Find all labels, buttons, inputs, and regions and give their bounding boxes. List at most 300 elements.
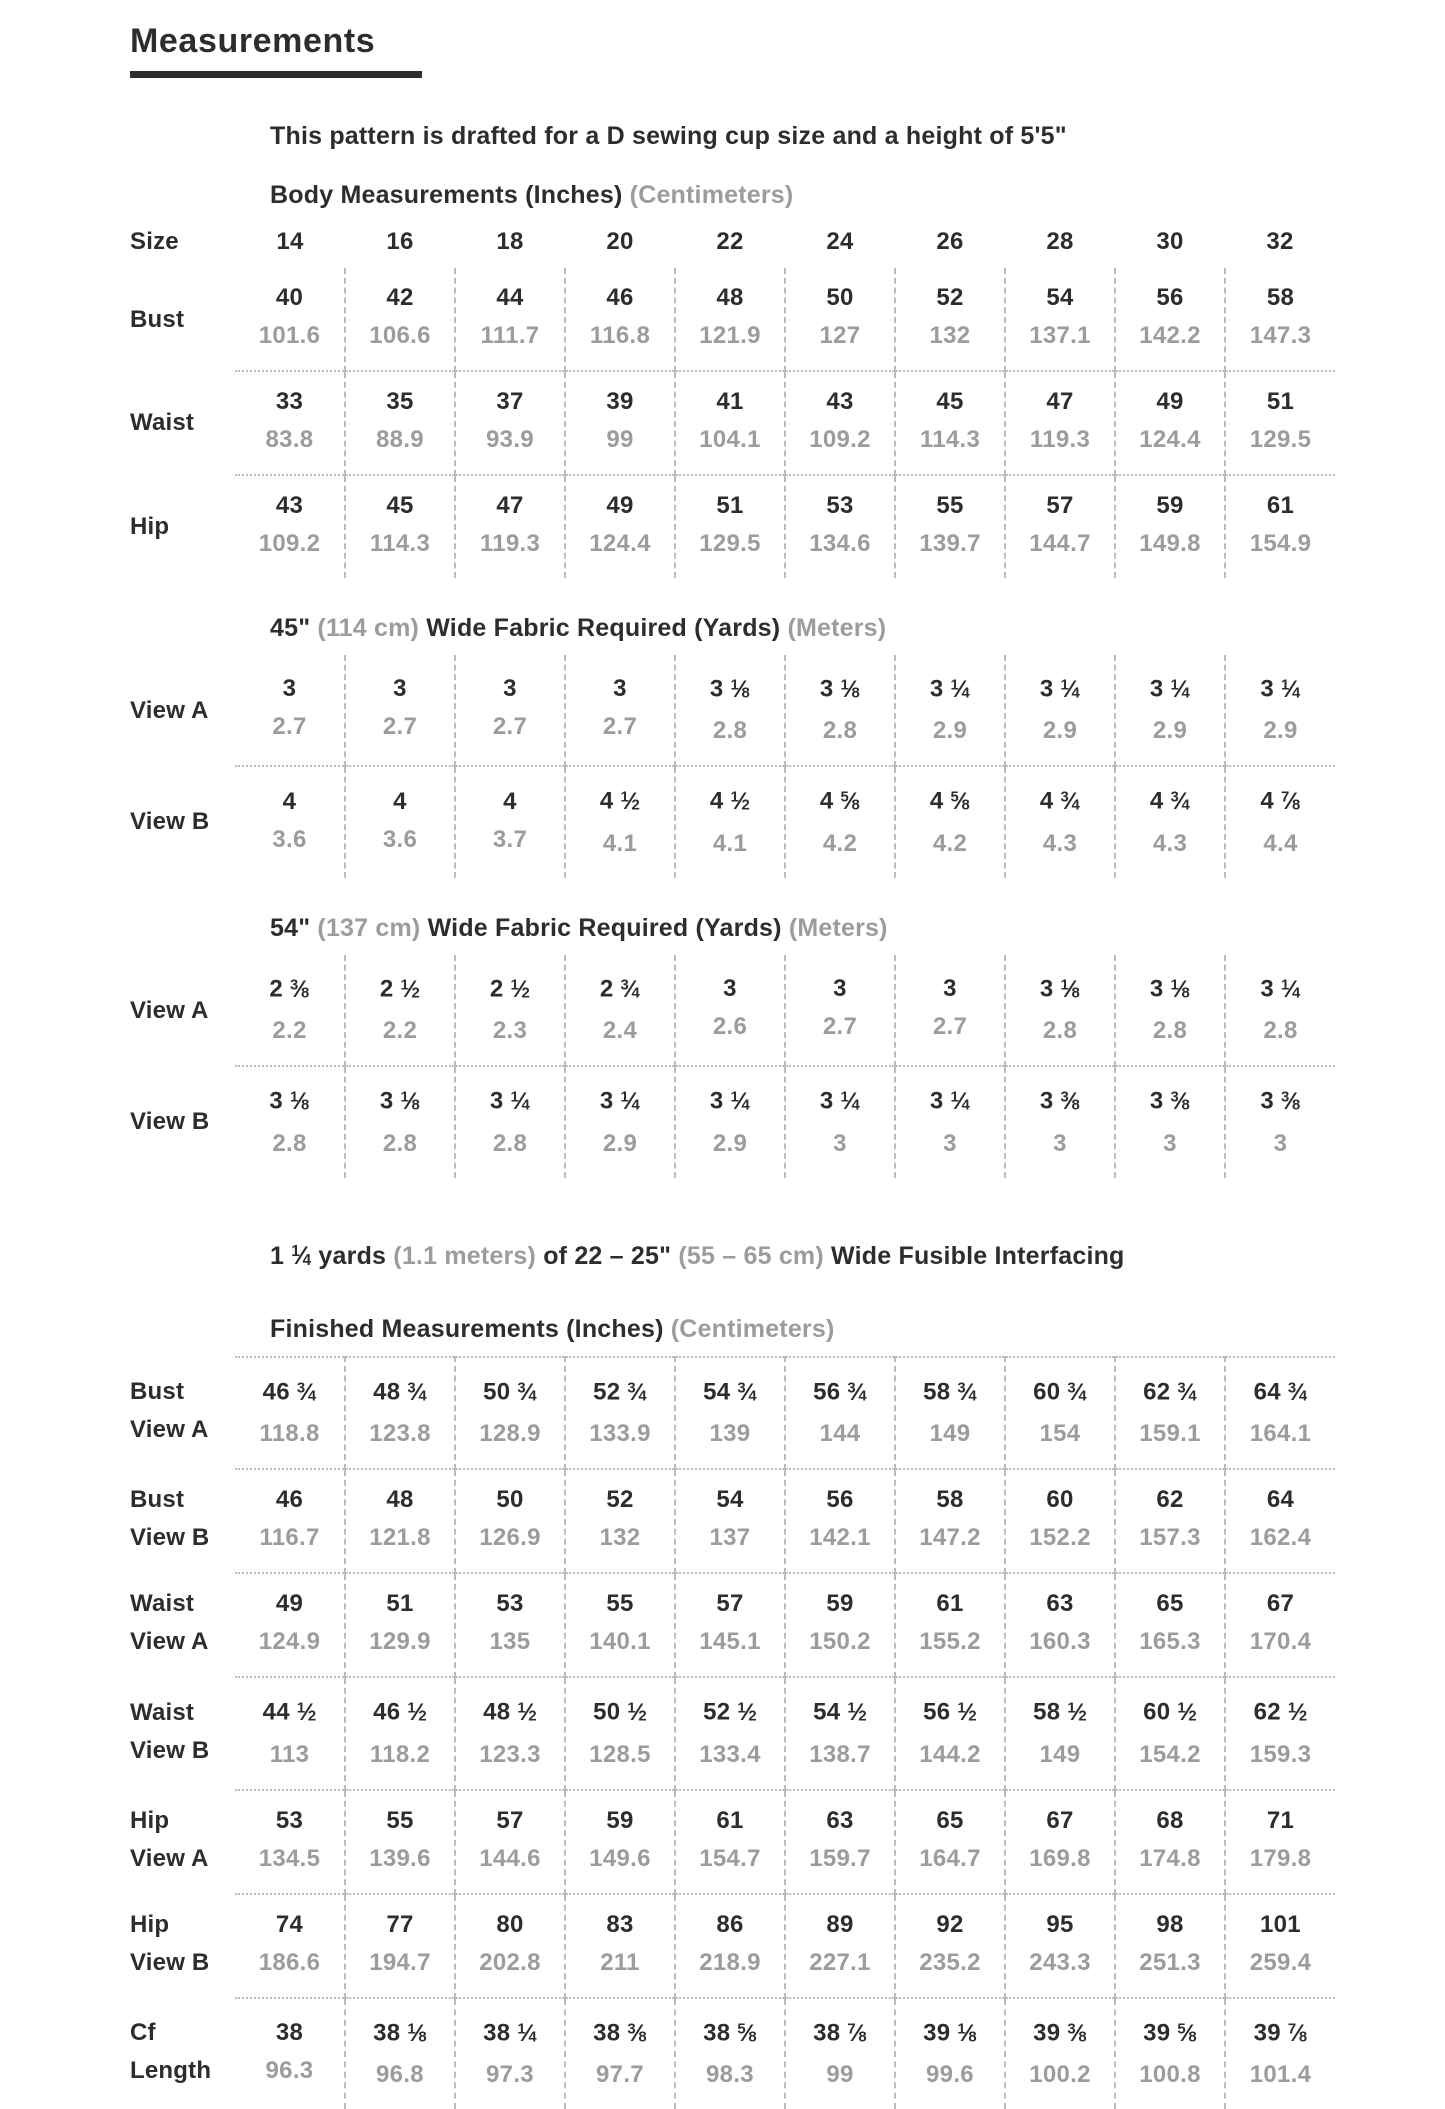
value-cell (895, 1573, 1005, 1677)
value-cell (1225, 1894, 1335, 1998)
value-cell (1115, 475, 1225, 578)
inches-value: 3 $^1$⁄4 (929, 1088, 971, 1116)
cm-value: 116.8 (589, 322, 651, 349)
inches-value: 74 (275, 1910, 304, 1938)
cm-value: 139.7 (919, 530, 981, 557)
cm-value: 142.1 (809, 1524, 871, 1552)
inches-value: 54 (1046, 284, 1074, 311)
value-cell (785, 655, 895, 766)
inches-value: 58 (1266, 284, 1295, 311)
value-cell (895, 1894, 1005, 1998)
fraction: $^5$⁄8 (950, 788, 971, 816)
value-cell (1005, 371, 1115, 475)
cm-value: 154.7 (699, 1844, 761, 1872)
inches-value: 56 $^3$⁄4 (813, 1378, 867, 1406)
cm-value: 162.4 (1249, 1524, 1312, 1552)
cm-value: 88.9 (376, 426, 424, 453)
heading-part-metric: (Centimeters) (629, 181, 794, 209)
inches-value: 4 (393, 787, 407, 815)
value-cell (675, 955, 785, 1066)
cm-value: 144 (819, 1420, 861, 1448)
value-cell (1115, 1894, 1225, 1998)
cm-value: 128.5 (589, 1740, 651, 1768)
row-label (130, 1790, 235, 1894)
fraction: $^3$⁄4 (737, 1378, 757, 1406)
inches-value: 37 (496, 388, 524, 415)
fraction: $^1$⁄4 (291, 1241, 312, 1270)
cm-value: 2.9 (932, 717, 968, 745)
value-cell (675, 1066, 785, 1177)
cm-value: 142.2 (1139, 322, 1201, 349)
fraction: $^3$⁄4 (1067, 1378, 1087, 1406)
inches-value: 43 (275, 492, 304, 519)
cm-value: 194.7 (369, 1948, 431, 1976)
inches-value: 3 (503, 675, 517, 703)
inches-value: 64 (1266, 1486, 1295, 1514)
fraction: $^3$⁄4 (296, 1378, 317, 1406)
cm-value: 100.2 (1029, 2061, 1091, 2089)
value-cell (1005, 1066, 1115, 1177)
heading-part: of 22 – 25" (543, 1241, 679, 1270)
value-cell (895, 475, 1005, 578)
inches-value: 98 (1156, 1910, 1184, 1938)
row-label-line: Hip (130, 1910, 170, 1938)
value-cell (1115, 655, 1225, 766)
inches-value: 38 $^3$⁄8 (593, 2019, 647, 2047)
inches-value: 42 (386, 284, 414, 311)
cm-value: 211 (600, 1948, 640, 1976)
value-cell (565, 655, 675, 766)
value-cell (895, 371, 1005, 475)
cm-value: 179.8 (1249, 1844, 1312, 1872)
cm-value: 2.8 (272, 1129, 307, 1157)
inches-value: 39 $^7$⁄8 (1253, 2019, 1308, 2047)
row-label-line: View B (130, 1736, 210, 1764)
value-cell (455, 1573, 565, 1677)
size-value: 30 (1156, 228, 1184, 255)
measurement-row (130, 1677, 1335, 1789)
fraction: $^3$⁄4 (407, 1378, 427, 1406)
heading-part: 54" (270, 913, 318, 942)
row-label (130, 1066, 235, 1177)
inches-value: 60 $^1$⁄2 (1143, 1699, 1197, 1727)
cm-value: 164.7 (919, 1844, 981, 1872)
value-cell (345, 655, 455, 766)
value-cell (1225, 1066, 1335, 1177)
value-cell (565, 1573, 675, 1677)
fraction: $^1$⁄8 (407, 2019, 427, 2047)
inches-value: 67 (1046, 1806, 1074, 1834)
row-label-line: View A (130, 1416, 209, 1444)
value-cell (235, 371, 345, 475)
inches-value: 44 $^1$⁄2 (262, 1699, 317, 1727)
cm-value: 140.1 (589, 1628, 651, 1656)
value-cell (1005, 475, 1115, 578)
fraction: $^3$⁄8 (1170, 1088, 1191, 1116)
heading-part: Wide Fabric Required (Yards) (426, 614, 788, 642)
fabric-54-table (130, 955, 1335, 1178)
value-cell (675, 1998, 785, 2109)
value-cell (1115, 1357, 1225, 1469)
row-label-line: View A (130, 1844, 209, 1872)
row-label (130, 955, 235, 1066)
fraction: $^1$⁄2 (737, 1699, 757, 1727)
inches-value: 64 $^3$⁄4 (1253, 1378, 1308, 1406)
cm-value: 4.3 (1152, 829, 1188, 857)
value-cell (565, 1677, 675, 1789)
value-cell (455, 1469, 565, 1573)
inches-value: 47 (1046, 388, 1074, 415)
value-cell (785, 766, 895, 877)
value-cell (235, 268, 345, 371)
cm-value: 100.8 (1139, 2061, 1201, 2089)
value-cell (1115, 371, 1225, 475)
cm-value: 2.7 (602, 713, 638, 741)
value-cell (785, 1066, 895, 1177)
cm-value: 124.4 (589, 530, 651, 557)
cm-value: 106.6 (369, 322, 431, 349)
inches-value: 71 (1266, 1806, 1295, 1834)
value-cell (1005, 1573, 1115, 1677)
value-cell (455, 1998, 565, 2109)
value-cell (675, 1790, 785, 1894)
value-cell (895, 1357, 1005, 1469)
size-value: 28 (1046, 228, 1074, 255)
cm-value: 121.9 (699, 322, 761, 349)
inches-value: 38 $^1$⁄8 (373, 2019, 427, 2047)
cm-value: 132 (599, 1524, 641, 1552)
inches-value: 3 (943, 975, 957, 1003)
inches-value: 61 (1266, 492, 1295, 519)
inches-value: 4 $^5$⁄8 (819, 788, 861, 816)
measurement-blocks-container (130, 181, 1445, 2109)
cm-value: 2.8 (382, 1129, 418, 1157)
measurement-row (130, 475, 1335, 578)
cm-value: 159.3 (1249, 1740, 1312, 1768)
value-cell (1225, 1357, 1335, 1469)
value-cell (1225, 268, 1335, 371)
inches-value: 65 (1156, 1590, 1184, 1618)
cm-value: 144.7 (1029, 530, 1091, 557)
value-cell (345, 1066, 455, 1177)
value-cell (345, 1998, 455, 2109)
inches-value: 3 (282, 675, 297, 703)
fabric-45-heading (270, 614, 1445, 643)
value-cell (785, 268, 895, 371)
cm-value: 159.1 (1139, 1420, 1201, 1448)
fraction: $^1$⁄8 (840, 675, 861, 703)
cm-value: 138.7 (809, 1740, 871, 1768)
value-cell (675, 1573, 785, 1677)
cm-value: 2.2 (272, 1017, 307, 1045)
cm-value: 2.8 (1152, 1017, 1188, 1045)
cm-value: 99 (606, 426, 634, 453)
inches-value: 65 (936, 1806, 964, 1834)
value-cell (345, 1677, 455, 1789)
inches-value: 55 (386, 1806, 414, 1834)
inches-value: 3 $^1$⁄4 (489, 1088, 531, 1116)
value-cell (455, 1677, 565, 1789)
cm-value: 2.9 (712, 1129, 748, 1157)
inches-value: 58 (936, 1486, 964, 1514)
row-label-line: View B (130, 1524, 210, 1552)
fraction: $^1$⁄2 (847, 1699, 867, 1727)
cm-value: 113 (269, 1740, 310, 1768)
inches-value: 2 $^3$⁄4 (599, 975, 641, 1003)
value-cell (345, 371, 455, 475)
value-cell (1225, 1677, 1335, 1789)
measurement-row (130, 1573, 1335, 1677)
fraction: $^1$⁄4 (1281, 975, 1301, 1003)
value-cell (565, 955, 675, 1066)
cm-value: 135 (489, 1628, 531, 1656)
value-cell (1225, 955, 1335, 1066)
value-cell (1225, 1790, 1335, 1894)
row-label (130, 766, 235, 877)
cm-value: 97.7 (596, 2061, 644, 2089)
fraction: $^3$⁄4 (847, 1378, 867, 1406)
cm-value: 93.9 (486, 426, 534, 453)
fraction: $^3$⁄8 (1067, 2019, 1087, 2047)
inches-value: 58 $^1$⁄2 (1033, 1699, 1087, 1727)
fraction: $^5$⁄8 (840, 788, 861, 816)
fraction: $^3$⁄4 (517, 1378, 537, 1406)
inches-value: 48 (716, 284, 744, 311)
value-cell (785, 1357, 895, 1469)
value-cell (895, 1998, 1005, 2109)
inches-value: 38 $^7$⁄8 (813, 2019, 867, 2047)
inches-value: 3 $^1$⁄8 (819, 675, 861, 703)
inches-value: 62 $^3$⁄4 (1143, 1378, 1197, 1406)
value-cell (895, 1790, 1005, 1894)
cm-value: 2.7 (382, 713, 418, 741)
value-cell (675, 1357, 785, 1469)
fraction: $^1$⁄4 (510, 1088, 531, 1116)
inches-value: 3 (613, 675, 627, 703)
value-cell (1005, 1357, 1115, 1469)
cm-value: 129.5 (699, 530, 761, 557)
fraction: $^1$⁄4 (1281, 675, 1301, 703)
cm-value: 2.8 (1042, 1017, 1078, 1045)
inches-value: 59 (1156, 492, 1184, 519)
fabric-45-table (130, 655, 1335, 878)
value-cell (345, 1894, 455, 1998)
value-cell (565, 1894, 675, 1998)
fraction: $^1$⁄4 (730, 1088, 751, 1116)
heading-part: 1 $^1$⁄4 yards (270, 1241, 394, 1270)
inches-value: 86 (716, 1910, 744, 1938)
measurement-row (130, 371, 1335, 475)
inches-value: 52 $^1$⁄2 (703, 1699, 757, 1727)
cm-value: 243.3 (1029, 1948, 1091, 1976)
cm-value: 2.7 (932, 1013, 968, 1041)
row-label-line: View A (130, 696, 209, 724)
row-label-line: View B (130, 1108, 210, 1136)
inches-value: 3 $^1$⁄4 (819, 1088, 861, 1116)
row-label (130, 1998, 235, 2109)
value-cell (1005, 655, 1115, 766)
value-cell (1005, 1998, 1115, 2109)
inches-value: 44 (496, 284, 524, 311)
cm-value: 2.7 (272, 713, 307, 741)
size-header-row (130, 222, 1335, 268)
cm-value: 109.2 (809, 426, 871, 453)
cm-value: 2.8 (1263, 1017, 1298, 1045)
value-cell (235, 1677, 345, 1789)
fraction: $^3$⁄8 (1060, 1088, 1081, 1116)
cm-value: 137 (709, 1524, 751, 1552)
fraction: $^1$⁄8 (1170, 975, 1191, 1003)
inches-value: 52 (936, 284, 964, 311)
inches-value: 59 (606, 1806, 634, 1834)
fraction: $^1$⁄2 (400, 975, 421, 1003)
fraction: $^1$⁄2 (1067, 1699, 1087, 1727)
value-cell (1115, 1677, 1225, 1789)
value-cell (235, 1790, 345, 1894)
inches-value: 46 $^3$⁄4 (262, 1378, 317, 1406)
row-label (130, 1357, 235, 1469)
cm-value: 2.9 (602, 1129, 638, 1157)
cm-value: 165.3 (1139, 1628, 1201, 1656)
heading-part: Finished Measurements (Inches) (270, 1314, 671, 1343)
fraction: $^3$⁄4 (1170, 788, 1191, 816)
cm-value: 3 (1053, 1129, 1067, 1157)
value-cell (565, 1357, 675, 1469)
inches-value: 47 (496, 492, 524, 519)
measurement-row (130, 1066, 1335, 1177)
value-cell (785, 1894, 895, 1998)
inches-value: 51 (716, 492, 744, 519)
cm-value: 202.8 (479, 1948, 541, 1976)
cm-value: 170.4 (1249, 1628, 1312, 1656)
inches-value: 39 $^1$⁄8 (923, 2019, 977, 2047)
inches-value: 38 $^1$⁄4 (483, 2019, 537, 2047)
value-cell (785, 1998, 895, 2109)
cm-value: 96.8 (376, 2061, 424, 2089)
value-cell (235, 1357, 345, 1469)
size-value: 24 (826, 228, 854, 255)
fraction: $^1$⁄2 (620, 788, 641, 816)
inches-value: 68 (1156, 1806, 1184, 1834)
cm-value: 3 (1273, 1129, 1288, 1157)
value-cell (345, 1469, 455, 1573)
value-cell (455, 1894, 565, 1998)
row-label-line: Waist (130, 1590, 195, 1618)
cm-value: 147.2 (919, 1524, 981, 1552)
inches-value: 3 $^3$⁄8 (1260, 1088, 1301, 1116)
cm-value: 149.8 (1139, 530, 1201, 557)
value-cell (675, 655, 785, 766)
cm-value: 127 (819, 322, 861, 349)
inches-value: 62 $^1$⁄2 (1253, 1699, 1308, 1727)
inches-value: 60 (1046, 1486, 1074, 1514)
cm-value: 2.9 (1152, 717, 1188, 745)
cm-value: 4.1 (602, 829, 638, 857)
title-underline (130, 71, 422, 78)
value-cell (1225, 1573, 1335, 1677)
inches-value: 61 (716, 1806, 744, 1834)
heading-part-metric: (114 cm) (317, 614, 427, 642)
cm-value: 119.3 (479, 530, 541, 557)
cm-value: 4.1 (712, 829, 748, 857)
fraction: $^1$⁄2 (1287, 1699, 1308, 1727)
inches-value: 48 $^3$⁄4 (373, 1378, 427, 1406)
cm-value: 164.1 (1249, 1420, 1312, 1448)
value-cell (1115, 1790, 1225, 1894)
inches-value: 48 (386, 1486, 414, 1514)
value-cell (565, 1066, 675, 1177)
size-value: 14 (276, 228, 304, 255)
inches-value: 3 $^1$⁄4 (709, 1088, 751, 1116)
value-cell (785, 475, 895, 578)
inches-value: 2 $^1$⁄2 (379, 975, 421, 1003)
inches-value: 3 $^1$⁄4 (1260, 675, 1301, 703)
value-cell (235, 1469, 345, 1573)
cm-value: 2.8 (712, 717, 748, 745)
inches-value: 3 (723, 975, 737, 1003)
size-value: 20 (606, 228, 634, 255)
inches-value: 4 $^1$⁄2 (709, 788, 751, 816)
inches-value: 63 (1046, 1590, 1074, 1618)
size-label: Size (130, 228, 179, 255)
cm-value: 129.9 (369, 1628, 431, 1656)
row-label (130, 1677, 235, 1789)
cm-value: 2.3 (492, 1017, 528, 1045)
value-cell (895, 655, 1005, 766)
cm-value: 2.9 (1263, 717, 1298, 745)
finished-measurements-heading (270, 1315, 1445, 1344)
inches-value: 38 $^5$⁄8 (703, 2019, 757, 2047)
inches-value: 52 $^3$⁄4 (593, 1378, 647, 1406)
cm-value: 259.4 (1249, 1948, 1312, 1976)
row-label-line: Bust (130, 1378, 185, 1406)
value-cell (235, 655, 345, 766)
cm-value: 2.8 (492, 1129, 528, 1157)
inches-value: 35 (386, 388, 414, 415)
value-cell (565, 766, 675, 877)
cm-value: 97.3 (486, 2061, 534, 2089)
row-label (130, 371, 235, 475)
fraction: $^5$⁄8 (737, 2019, 757, 2047)
row-label-line: Hip (130, 512, 170, 540)
measurement-row (130, 955, 1335, 1066)
value-cell (565, 475, 675, 578)
value-cell (1115, 766, 1225, 877)
value-cell (785, 1573, 895, 1677)
body-measurements-heading (270, 181, 1445, 210)
cm-value: 118.8 (259, 1420, 320, 1448)
inches-value: 48 $^1$⁄2 (483, 1699, 537, 1727)
cm-value: 149 (929, 1420, 971, 1448)
cm-value: 101.4 (1249, 2061, 1312, 2089)
row-label-line: Waist (130, 1698, 195, 1726)
fraction: $^3$⁄8 (627, 2019, 647, 2047)
inches-value: 43 (826, 388, 854, 415)
value-cell (345, 1790, 455, 1894)
cm-value: 123.8 (369, 1420, 431, 1448)
cm-value: 83.8 (265, 426, 314, 453)
size-value: 18 (496, 228, 524, 255)
heading-part-metric: (Meters) (788, 913, 888, 942)
inches-value: 67 (1266, 1590, 1295, 1618)
value-cell (1115, 1998, 1225, 2109)
cm-value: 4.2 (932, 829, 968, 857)
cm-value: 144.2 (919, 1740, 981, 1768)
row-label (130, 1469, 235, 1573)
inches-value: 50 (826, 284, 854, 311)
value-cell (455, 766, 565, 877)
heading-part-metric: (1.1 meters) (393, 1241, 544, 1270)
